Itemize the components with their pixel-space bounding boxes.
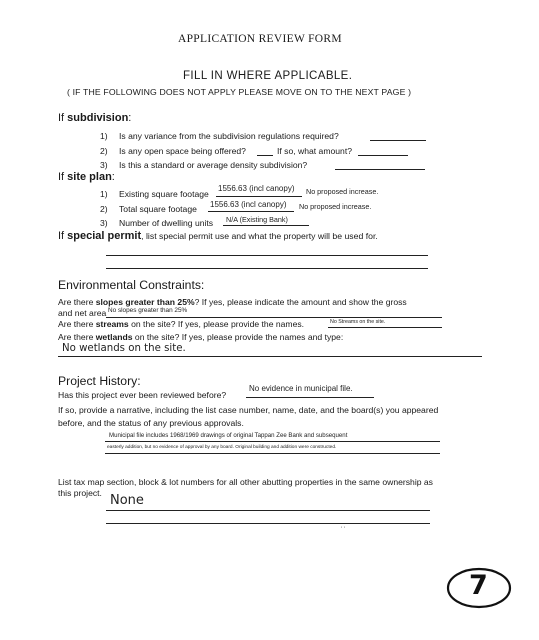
tax-map-prompt-1: List tax map section, block & lot numbers for all other abutting properties in the same ownership as: [58, 477, 433, 487]
history-reviewed-question: Has this project ever been reviewed before?: [58, 390, 227, 400]
history-narrative-field-2[interactable]: [105, 453, 440, 454]
tax-map-field-1[interactable]: [106, 510, 430, 511]
subdivision-q2-label: Is any open space being offered?: [119, 146, 246, 156]
site-plan-q2-field[interactable]: [208, 211, 294, 212]
form-title: APPLICATION REVIEW FORM: [178, 33, 342, 45]
history-narrative-line-2: easterly addition, but no evidence of approval by any board. Original building and addition were constructed.: [107, 445, 337, 450]
subdivision-q3-label: Is this a standard or average density subdivision?: [119, 160, 308, 170]
tax-map-value: None: [110, 493, 144, 508]
page-number: 7: [469, 570, 488, 601]
special-permit-heading: If special permit, list special permit use and what the property will be used for.: [58, 230, 378, 242]
environmental-heading: Environmental Constraints:: [58, 278, 205, 292]
history-reviewed-field[interactable]: [246, 397, 374, 398]
site-plan-q1-note: No proposed increase.: [306, 187, 379, 196]
history-narrative-prompt-1: If so, provide a narrative, including the list case number, name, date, and the board(s) you appeared: [58, 405, 439, 415]
wetlands-value: No wetlands on the site.: [62, 343, 186, 354]
site-plan-q1-label: Existing square footage: [119, 189, 209, 199]
site-plan-q2-number: 2): [100, 204, 108, 214]
tax-map-field-2[interactable]: [106, 523, 430, 524]
subdivision-q2-amount-label: If so, what amount?: [277, 146, 352, 156]
subdivision-q1-field[interactable]: [370, 140, 426, 141]
instruction-note: ( IF THE FOLLOWING DOES NOT APPLY PLEASE MOVE ON TO THE NEXT PAGE ): [67, 87, 412, 97]
subdivision-q2-field[interactable]: [257, 155, 273, 156]
slopes-question: Are there slopes greater than 25%? If yes, please indicate the amount and show the gross: [58, 297, 407, 307]
tax-map-prompt-2: this project.: [58, 488, 102, 498]
site-plan-q1-field[interactable]: [216, 196, 302, 197]
project-history-heading: Project History:: [58, 374, 141, 388]
history-narrative-prompt-2: before, and the status of any previous approvals.: [58, 418, 244, 428]
wetlands-question: Are there wetlands on the site? If yes, please provide the names and type:: [58, 332, 344, 342]
special-permit-field-line-2[interactable]: [106, 268, 428, 269]
site-plan-q3-value: N/A (Existing Bank): [226, 215, 288, 224]
subdivision-q3-number: 3): [100, 160, 108, 170]
streams-value: No Streams on the site.: [330, 319, 386, 325]
streams-question: Are there streams on the site? If yes, please provide the names.: [58, 319, 305, 329]
subdivision-q2-number: 2): [100, 146, 108, 156]
site-plan-q3-number: 3): [100, 218, 108, 228]
slopes-question-cont: and net area: [58, 308, 107, 318]
site-plan-q3-label: Number of dwelling units: [119, 218, 214, 228]
special-permit-field-line-1[interactable]: [106, 255, 428, 256]
site-plan-q3-field[interactable]: [223, 225, 309, 226]
site-plan-q1-value: 1556.63 (incl canopy): [218, 184, 295, 193]
site-plan-q1-number: 1): [100, 189, 108, 199]
slopes-field[interactable]: [106, 317, 442, 318]
history-narrative-field-1[interactable]: [105, 441, 440, 442]
site-plan-q2-label: Total square footage: [119, 204, 197, 214]
fill-instruction: FILL IN WHERE APPLICABLE.: [183, 70, 353, 82]
history-reviewed-value: No evidence in municipal file.: [249, 384, 353, 393]
site-plan-heading: If site plan:: [58, 171, 115, 183]
site-plan-q2-note: No proposed increase.: [299, 202, 372, 211]
wetlands-field[interactable]: [58, 356, 482, 357]
subdivision-q3-field[interactable]: [335, 169, 425, 170]
subdivision-q1-number: 1): [100, 131, 108, 141]
history-narrative-line-1: Municipal file includes 1968/1969 drawings of original Tappan Zee Bank and subsequent: [109, 432, 348, 439]
streams-field[interactable]: [328, 327, 442, 328]
subdivision-q1-label: Is any variance from the subdivision regulations required?: [119, 131, 339, 141]
site-plan-q2-value: 1556.63 (incl canopy): [210, 200, 287, 209]
subdivision-q2-amount-field[interactable]: [358, 155, 408, 156]
slopes-value: No slopes greater than 25%: [108, 307, 188, 314]
stray-mark: ' ': [341, 527, 345, 533]
subdivision-heading: If subdivision:: [58, 112, 132, 124]
